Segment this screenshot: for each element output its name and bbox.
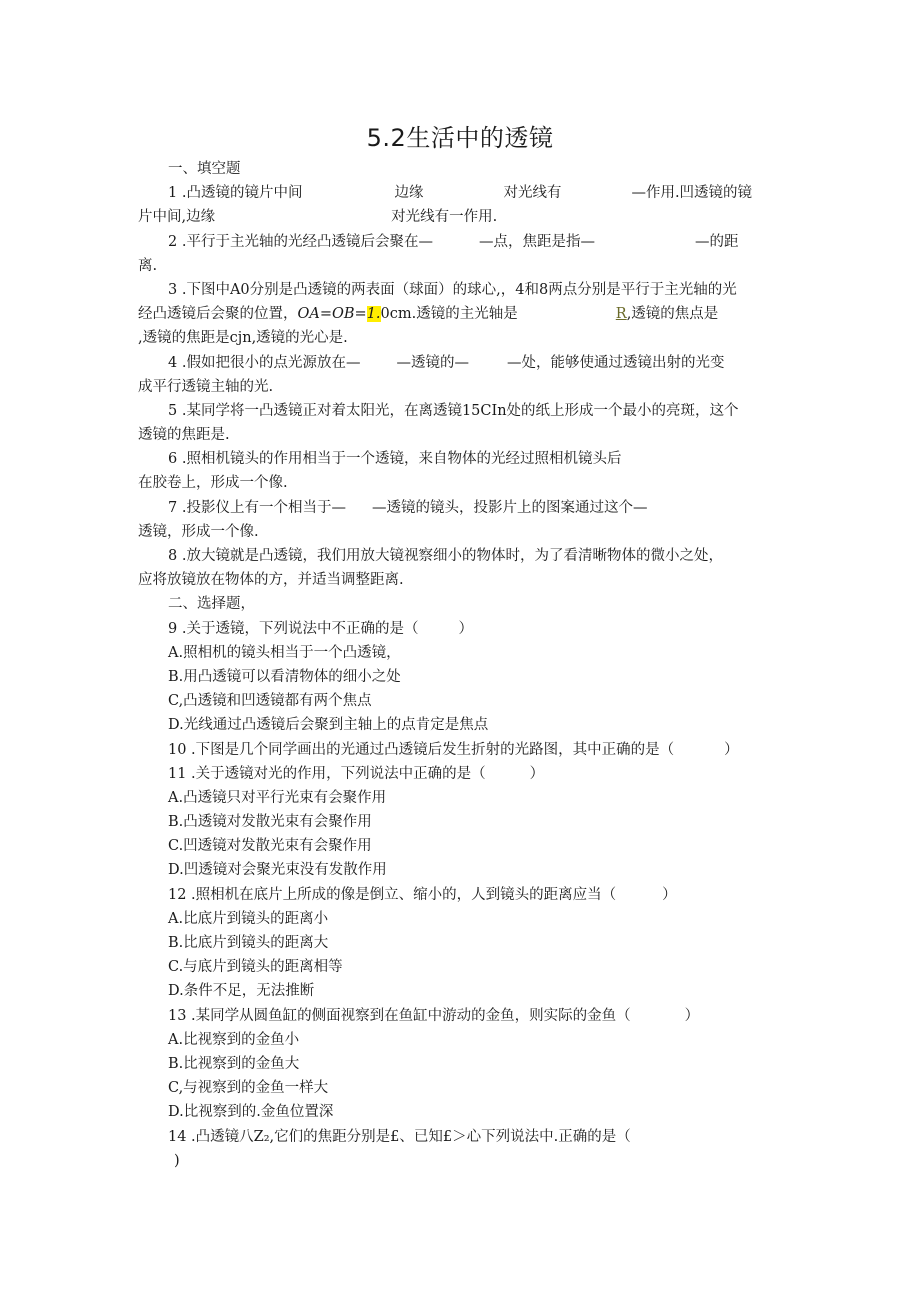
- question-13-stem: 13 .某同学从圆鱼缸的侧面视察到在鱼缸中游动的金鱼，则实际的金鱼（ ）: [168, 1007, 700, 1024]
- question-13-option-c: C,与视察到的金鱼一样大: [168, 1080, 329, 1097]
- question-6-line-1: 6 .照相机镜头的作用相当于一个透镜，来自物体的光经过照相机镜头后: [168, 451, 622, 468]
- question-13-option-b: B.比视察到的金鱼大: [168, 1055, 300, 1072]
- question-7-line-2: 透镜，形成一个像.: [138, 523, 259, 540]
- question-3-line-2: 经凸透镜后会聚的位置，OA=OB=1.0cm.透镜的主光轴是 R,透镜的焦点是: [138, 306, 719, 323]
- section-heading-multiple-choice: 二、选择题，: [168, 596, 255, 613]
- question-8-line-1: 8 .放大镜就是凸透镜，我们用放大镜视察细小的物体时，为了看清晰物体的微小之处，: [168, 548, 723, 564]
- question-11-option-a: A.凸透镜只对平行光束有会聚作用: [168, 789, 387, 806]
- page-title: 5.2生活中的透镜: [366, 124, 554, 152]
- question-6-line-2: 在胶卷上，形成一个像.: [138, 475, 288, 492]
- question-14-close: ): [174, 1152, 180, 1169]
- question-14-stem: 14 .凸透镜八Z₂,它们的焦距分别是£、已知£＞心下列说法中.正确的是（: [168, 1128, 631, 1145]
- question-12-option-c: C.与底片到镜头的距离相等: [168, 959, 343, 976]
- question-13-option-a: A.比视察到的金鱼小: [168, 1031, 300, 1048]
- question-3-line-1: 3 .下图中A0分别是凸透镜的两表面（球面）的球心,，4和8两点分别是平行于主光轴的光: [168, 281, 737, 298]
- question-2-line-1: 2 .平行于主光轴的光经凸透镜后会聚在— —点，焦距是指— —的距: [168, 233, 739, 250]
- question-1-line-1: 1 .凸透镜的镜片中间 边缘 对光线有 —作用.凹透镜的镜: [168, 185, 753, 202]
- question-11-option-d: D.凹透镜对会聚光束没有发散作用: [168, 862, 387, 879]
- highlighted-value: 1.: [366, 306, 381, 323]
- question-3-line-3: ,透镜的焦距是cjn,透镜的光心是.: [138, 330, 348, 347]
- section-heading-fill-blank: 一、填空题: [168, 161, 241, 177]
- question-9-option-c: C,凸透镜和凹透镜都有两个焦点: [168, 693, 372, 710]
- question-9-option-a: A.照相机的镜头相当于一个凸透镜，: [168, 644, 401, 661]
- question-12-stem: 12 .照相机在底片上所成的像是倒立、缩小的，人到镜头的距离应当（ ）: [168, 886, 677, 903]
- worksheet-body: [138, 157, 778, 1173]
- question-4-line-1: 4 .假如把很小的点光源放在— —透镜的— —处，能够使通过透镜出射的光变: [168, 354, 725, 371]
- question-12-option-d: D.条件不足，无法推断: [168, 983, 315, 1000]
- question-9-option-d: D.光线通过凸透镜后会聚到主轴上的点肯定是焦点: [168, 717, 489, 734]
- question-12-option-a: A.比底片到镜头的距离小: [168, 910, 329, 927]
- question-13-option-d: D.比视察到的.金鱼位置深: [168, 1104, 334, 1121]
- question-10-stem: 10 .下图是几个同学画出的光通过凸透镜后发生折射的光路图，其中正确的是（ ）: [168, 741, 739, 758]
- question-12-option-b: B.比底片到镜头的距离大: [168, 935, 329, 951]
- question-5-line-2: 透镜的焦距是.: [138, 427, 230, 444]
- question-5-line-1: 5 .某同学将一凸透镜正对着太阳光，在离透镜15CIn处的纸上形成一个最小的亮斑，这个: [168, 402, 739, 419]
- question-9-option-b: B.用凸透镜可以看清物体的细小之处: [168, 668, 401, 685]
- question-11-stem: 11 .关于透镜对光的作用，下列说法中正确的是（ ）: [168, 765, 545, 782]
- question-8-line-2: 应将放镜放在物体的方，并适当调整距离.: [138, 572, 404, 589]
- question-9-stem: 9 .关于透镜，下列说法中不正确的是（ ）: [168, 620, 473, 637]
- question-7-line-1: 7 .投影仪上有一个相当于— —透镜的镜头，投影片上的图案通过这个—: [168, 499, 648, 516]
- question-11-option-c: C.凹透镜对发散光束有会聚作用: [168, 838, 372, 855]
- question-11-option-b: B.凸透镜对发散光束有会聚作用: [168, 814, 372, 831]
- question-2-line-2: 离.: [138, 257, 158, 274]
- question-1-line-2: 片中间,边缘 对光线有一作用.: [138, 209, 498, 226]
- question-4-line-2: 成平行透镜主轴的光.: [138, 378, 274, 395]
